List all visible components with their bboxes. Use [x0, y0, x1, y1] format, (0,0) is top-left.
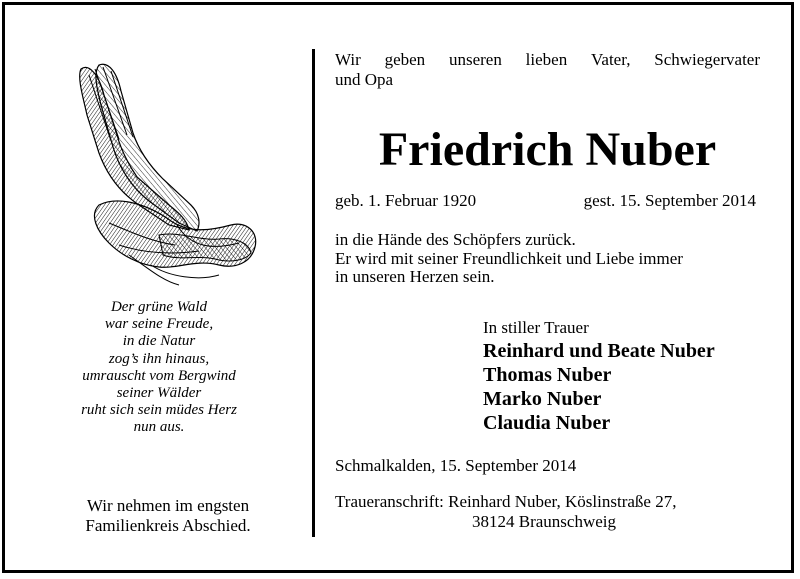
mourner-name: Claudia Nuber	[483, 412, 611, 434]
farewell-line: Wir nehmen im engsten	[86, 496, 250, 515]
intro-line-1	[335, 50, 760, 70]
intro-text	[335, 50, 760, 90]
body-line: Er wird mit seiner Freundlichkeit und Liebe immer	[335, 248, 683, 268]
mourning-heading: In stiller Trauer	[483, 318, 589, 337]
intro-word: geben	[384, 50, 426, 69]
mourners-block	[483, 317, 783, 435]
intro-word: Schwiegervater	[654, 50, 760, 69]
praying-hands-icon	[59, 55, 269, 293]
intro-word: Wir	[335, 50, 361, 69]
poem-line: zog’s ihn hinaus,	[108, 350, 210, 367]
poem-line: seiner Wälder	[116, 385, 202, 402]
body-text	[335, 231, 775, 287]
mourner-name: Thomas Nuber	[483, 364, 612, 386]
place-date: Schmalkalden, 15. September 2014	[335, 456, 577, 475]
poem-line: war seine Freude,	[104, 316, 214, 333]
death-date: gest. 15. September 2014	[583, 191, 756, 210]
poem-line: Der grüne Wald	[110, 299, 208, 315]
birth-date: geb. 1. Februar 1920	[335, 191, 477, 210]
poem-line: ruht sich sein müdes Herz	[81, 402, 237, 419]
intro-word: Vater,	[591, 50, 631, 69]
poem-line: in die Natur	[122, 333, 196, 350]
vertical-divider	[312, 49, 315, 537]
intro-word: unseren	[448, 50, 502, 69]
life-dates	[335, 191, 756, 211]
body-line: in unseren Herzen sein.	[335, 267, 495, 286]
address-line-2: 38124 Braunschweig	[472, 512, 617, 531]
poem	[43, 299, 275, 437]
intro-line-2: und Opa	[335, 70, 394, 89]
address-line-1: Traueranschrift: Reinhard Nuber, Köslinstraße 27,	[335, 492, 677, 511]
poem-line: umrauscht vom Bergwind	[82, 367, 236, 384]
mourner-name: Reinhard und Beate Nuber	[483, 340, 715, 362]
intro-word: lieben	[525, 50, 568, 69]
farewell-line: Familienkreis Abschied.	[85, 516, 251, 535]
obituary-frame	[2, 2, 794, 573]
poem-line: nun aus.	[133, 419, 185, 436]
mourner-name: Marko Nuber	[483, 388, 602, 410]
mourning-address	[335, 492, 676, 532]
deceased-name: Friedrich Nuber	[378, 123, 717, 176]
body-line: in die Hände des Schöpfers zurück.	[335, 230, 576, 249]
farewell-note	[43, 496, 293, 536]
